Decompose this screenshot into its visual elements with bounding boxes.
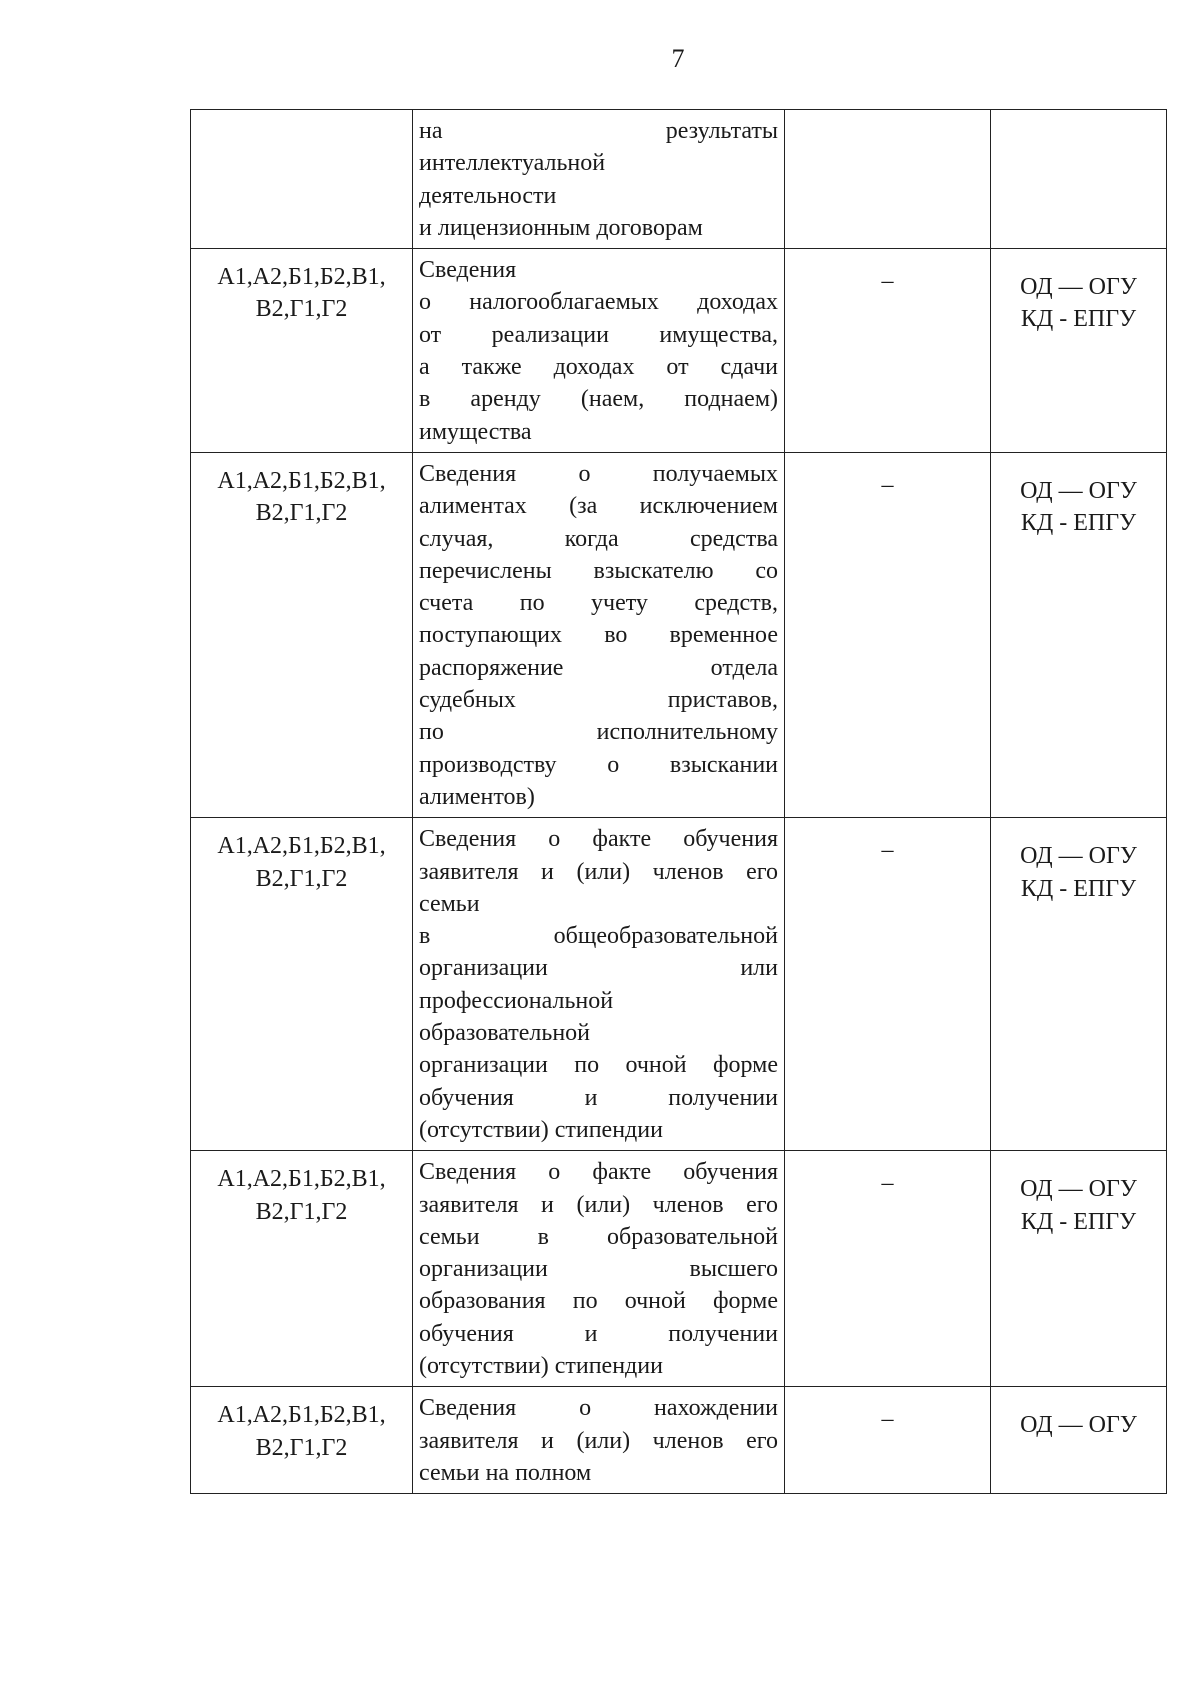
description-line: заявителя и (или) членов его [419,1427,778,1454]
requirement-mark-cell: – [785,452,991,817]
document-description-cell [413,249,785,453]
source-line: ОД — ОГУ [1020,843,1137,870]
source-line: КД - ЕПГУ [1020,1208,1137,1235]
document-table [190,109,1167,1494]
applicant-codes-cell: А1,А2,Б1,Б2,В1, В2,Г1,Г2 [191,249,413,453]
document-description-cell [413,1387,785,1494]
requirement-mark-cell: – [785,1387,991,1494]
description-line: интеллектуальной [419,150,606,177]
description-line: организации высшего [419,1256,778,1283]
description-line: на результаты [419,118,778,144]
description-line: Сведения о нахождении [419,1395,778,1422]
source-line: КД - ЕПГУ [1020,875,1137,902]
description-line: (отсутствии) стипендии [419,1116,663,1143]
source-line: ОД — ОГУ [1020,274,1137,301]
description-line: семьи [419,890,480,917]
applicant-codes-cell: А1,А2,Б1,Б2,В1, В2,Г1,Г2 [191,452,413,817]
source-line: ОД — ОГУ [1020,1176,1137,1203]
applicant-codes-cell: А1,А2,Б1,Б2,В1, В2,Г1,Г2 [191,818,413,1151]
description-line: семьи в образовательной [419,1223,778,1250]
document-description-cell [413,818,785,1151]
description-line: по исполнительному [419,719,778,746]
submission-source-cell [991,1151,1167,1387]
description-line: деятельности [419,182,557,209]
page-number: 7 [671,44,685,73]
description-line: имущества [419,418,532,445]
description-line: (отсутствии) стипендии [419,1352,663,1379]
description-line: поступающих во временное [419,622,778,649]
description-line: о налогооблагаемых доходах [419,289,778,316]
description-line: Сведения [419,257,517,284]
source-line: ОД — ОГУ [1020,477,1137,504]
description-line: распоряжение отдела [419,654,778,681]
description-line: образования по очной форме [419,1288,778,1315]
description-line: образовательной [419,1020,590,1047]
description-line: производству о взыскании [419,751,778,778]
description-line: Сведения о факте обучения [419,1159,778,1186]
description-line: алиментов) [419,783,535,810]
description-line: профессиональной [419,987,614,1014]
table-row [191,110,1167,249]
requirement-mark-cell: – [785,818,991,1151]
source-line: ОД — ОГУ [1020,1412,1137,1439]
submission-source-cell [991,452,1167,817]
source-line: КД - ЕПГУ [1020,510,1137,537]
document-description-cell [413,110,785,249]
description-line: случая, когда средства [419,525,778,552]
description-line: от реализации имущества, [419,321,778,348]
description-line: а также доходах от сдачи [419,354,778,381]
description-line: заявителя и (или) членов его [419,858,778,885]
description-line: Сведения о получаемых [419,460,778,487]
applicant-codes-cell: А1,А2,Б1,Б2,В1, В2,Г1,Г2 [191,1151,413,1387]
description-line: семьи на полном [419,1459,592,1486]
description-line: в аренду (наем, поднаем) [419,386,778,413]
applicant-codes-cell [191,110,413,249]
document-description-cell [413,1151,785,1387]
table-row [191,1387,1167,1494]
description-line: алиментах (за исключением [419,493,778,520]
submission-source-cell [991,818,1167,1151]
description-line: обучения и получении [419,1084,778,1111]
description-line: организации по очной форме [419,1052,778,1079]
description-line: перечислены взыскателю со [419,557,778,584]
description-line: Сведения о факте обучения [419,826,778,853]
requirement-mark-cell [785,110,991,249]
table-row [191,818,1167,1151]
table-row [191,452,1167,817]
description-line: счета по учету средств, [419,590,778,617]
description-line: организации или [419,955,778,982]
description-line: в общеобразовательной [419,923,778,950]
description-line: обучения и получении [419,1320,778,1347]
submission-source-cell [991,1387,1167,1494]
requirement-mark-cell: – [785,1151,991,1387]
submission-source-cell [991,249,1167,453]
requirement-mark-cell: – [785,249,991,453]
applicant-codes-cell: А1,А2,Б1,Б2,В1, В2,Г1,Г2 [191,1387,413,1494]
description-line: и лицензионным договорам [419,214,703,241]
description-line: заявителя и (или) членов его [419,1191,778,1218]
description-line: судебных приставов, [419,687,778,714]
table-row [191,1151,1167,1387]
source-line: КД - ЕПГУ [1020,306,1137,333]
table-row [191,249,1167,453]
document-description-cell [413,452,785,817]
submission-source-cell [991,110,1167,249]
